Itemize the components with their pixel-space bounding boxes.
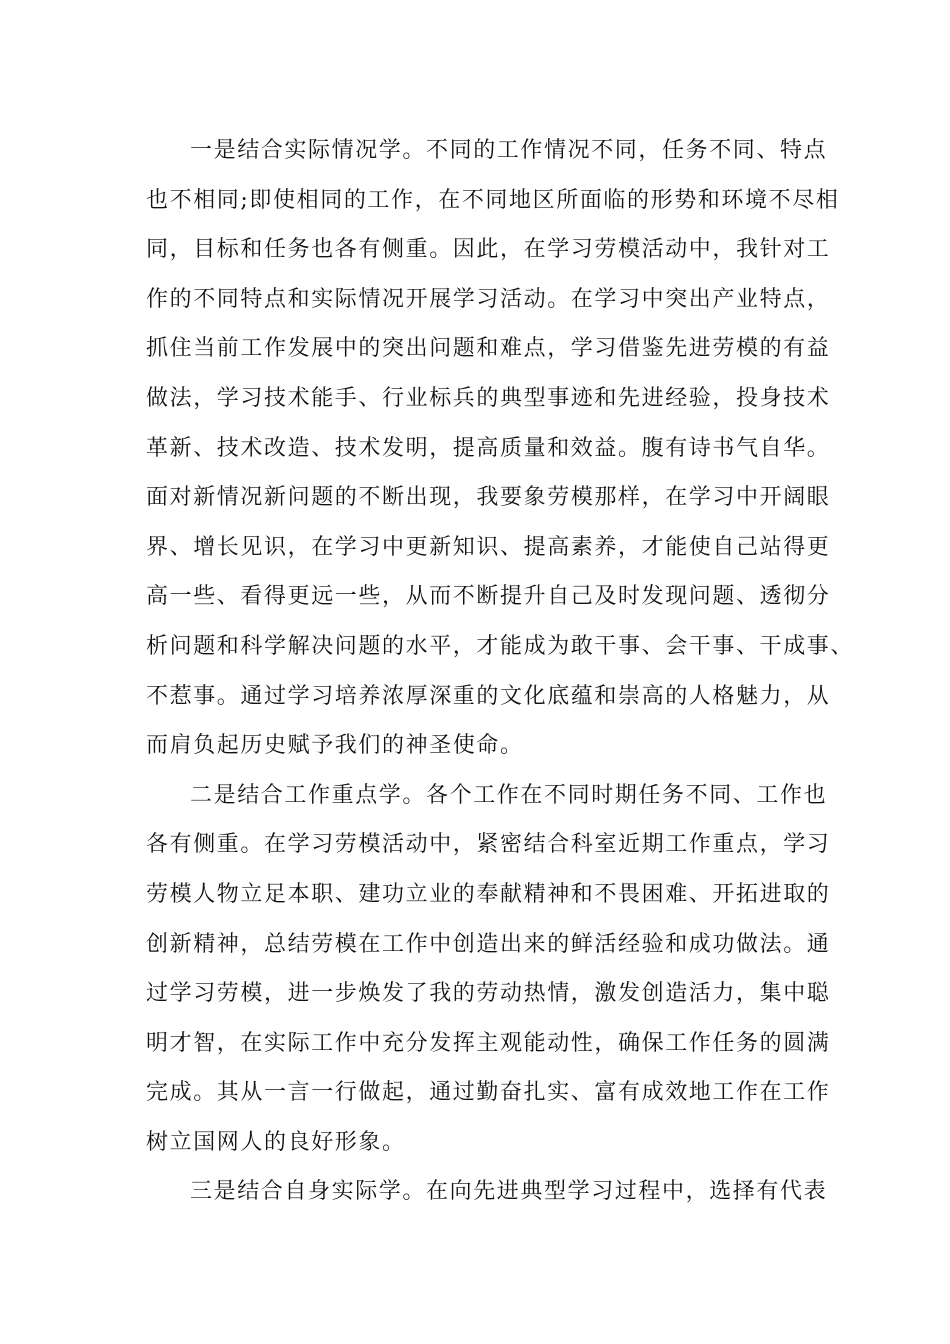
text-line: 高一些、看得更远一些，从而不断提升自己及时发现问题、透彻分 [146,584,831,610]
text-line: 也不相同;即使相同的工作，在不同地区所面临的形势和环境不尽相 [146,187,840,213]
text-line: 各有侧重。在学习劳模活动中，紧密结合科室近期工作重点，学习 [146,832,831,858]
text-line: 一是结合实际情况学。不同的工作情况不同，任务不同、特点 [190,138,828,163]
text-line: 同，目标和任务也各有侧重。因此，在学习劳模活动中，我针对工 [146,237,831,263]
text-line: 创新精神，总结劳模在工作中创造出来的鲜活经验和成功做法。通 [146,931,831,957]
text-line: 不惹事。通过学习培养浓厚深重的文化底蕴和崇高的人格魅力，从 [146,683,831,709]
text-line: 过学习劳模，进一步焕发了我的劳动热情，激发创造活力，集中聪 [146,981,831,1007]
text-line: 面对新情况新问题的不断出现，我要象劳模那样，在学习中开阔眼 [146,485,831,511]
text-line: 三是结合自身实际学。在向先进典型学习过程中，选择有代表 [190,1179,828,1205]
text-line: 明才智，在实际工作中充分发挥主观能动性，确保工作任务的圆满 [146,1030,831,1056]
text-line: 界、增长见识，在学习中更新知识、提高素养，才能使自己站得更 [146,534,831,560]
text-line: 而肩负起历史赋予我们的神圣使命。 [146,733,524,759]
text-line: 抓住当前工作发展中的突出问题和难点，学习借鉴先进劳模的有益 [146,336,831,362]
paragraph-practical [146,126,855,771]
text-line: 劳模人物立足本职、建功立业的奉献精神和不畏困难、开拓进取的 [146,881,831,907]
text-line: 作的不同特点和实际情况开展学习活动。在学习中突出产业特点， [146,286,831,312]
paragraph-key-work [146,771,831,1168]
text-line: 做法，学习技术能手、行业标兵的典型事迹和先进经验，投身技术 [146,385,831,411]
text-line: 树立国网人的良好形象。 [146,1129,406,1155]
text-line: 完成。其从一言一行做起，通过勤奋扎实、富有成效地工作在工作 [146,1080,831,1106]
text-line: 二是结合工作重点学。各个工作在不同时期任务不同、工作也 [190,782,828,808]
text-line: 析问题和科学解决问题的水平，才能成为敢干事、会干事、干成事、 [146,633,855,659]
text-line: 革新、技术改造、技术发明，提高质量和效益。腹有诗书气自华。 [146,435,831,461]
paragraph-self-practice [146,1167,828,1217]
document-body [146,126,855,1217]
